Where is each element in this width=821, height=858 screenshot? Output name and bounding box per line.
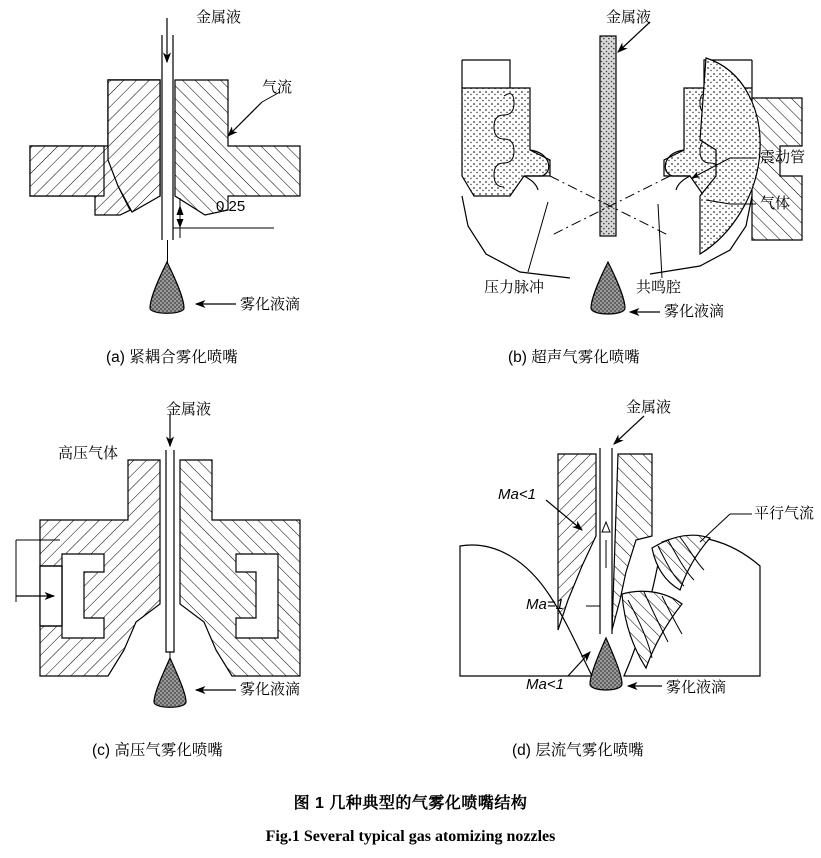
label-b-droplet: 雾化液滴 xyxy=(664,303,725,320)
figure-caption-cn: 图 1 几种典型的气雾化喷嘴结构 xyxy=(293,795,528,812)
caption-panel-c: (c) 高压气雾化喷嘴 xyxy=(92,742,223,759)
panel-a-drawing xyxy=(0,0,390,380)
label-d-metal-liquid: 金属液 xyxy=(626,399,672,416)
label-d-parallel-gas: 平行气流 xyxy=(754,505,815,522)
figure-caption-en: Fig.1 Several typical gas atomizing nozzles xyxy=(265,828,556,845)
label-d-ma-sub-top: Ma<1 xyxy=(498,486,536,503)
label-a-dimension: 0.25 xyxy=(216,198,246,215)
panel-b-drawing xyxy=(400,0,821,380)
label-d-ma-sub-bottom: Ma<1 xyxy=(526,676,564,693)
label-b-metal-liquid: 金属液 xyxy=(606,9,652,26)
panel-b xyxy=(400,0,821,380)
label-c-metal-liquid: 金属液 xyxy=(166,401,212,418)
caption-panel-d: (d) 层流气雾化喷嘴 xyxy=(512,742,644,759)
caption-panel-b: (b) 超声气雾化喷嘴 xyxy=(508,349,640,366)
label-c-high-pressure-gas: 高压气体 xyxy=(58,445,119,462)
label-b-vibration-tube: 震动管 xyxy=(760,149,806,166)
label-b-pressure-pulse: 压力脉冲 xyxy=(484,279,545,296)
label-d-ma-eq-one: Ma=1 xyxy=(526,596,564,613)
label-b-resonance-cavity: 共鸣腔 xyxy=(636,279,682,296)
panel-d xyxy=(400,390,821,770)
label-a-metal-liquid: 金属液 xyxy=(196,9,242,26)
label-a-gas-flow: 气流 xyxy=(262,79,293,96)
panel-c xyxy=(0,390,390,770)
label-b-gas: 气体 xyxy=(760,195,791,212)
label-a-droplet: 雾化液滴 xyxy=(240,296,301,313)
panel-d-drawing xyxy=(400,390,821,770)
label-d-droplet: 雾化液滴 xyxy=(666,679,727,696)
label-c-droplet: 雾化液滴 xyxy=(240,681,301,698)
caption-panel-a: (a) 紧耦合雾化喷嘴 xyxy=(106,349,238,366)
panel-a xyxy=(0,0,390,380)
